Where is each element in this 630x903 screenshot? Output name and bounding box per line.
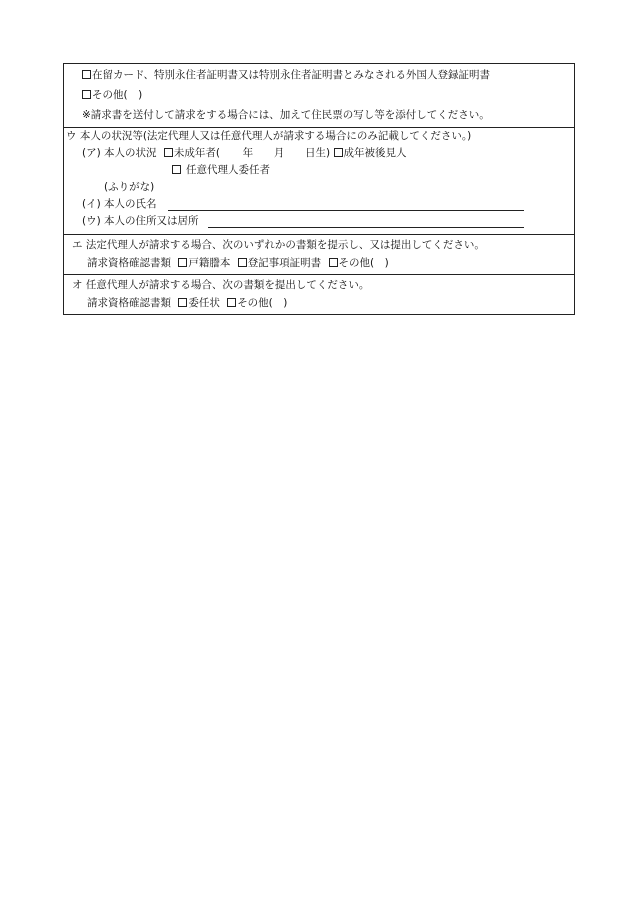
minor-label: 未成年者( [173, 147, 220, 159]
principal-address-label: (ウ) 本人の住所又は居所 [82, 215, 199, 227]
section-e-docs-row [64, 254, 574, 272]
power-of-attorney-label: 委任状 [188, 297, 220, 309]
principal-name-label: (イ) 本人の氏名 [82, 198, 157, 210]
principal-delegate-label: 任意代理人委任者 [186, 164, 270, 176]
birth-month-label: 月 [273, 147, 285, 159]
family-register-label: 戸籍謄本 [188, 257, 231, 269]
section-u-heading: ウ 本人の状況等(法定代理人又は任意代理人が請求する場合にのみ記載してください。) [66, 130, 472, 142]
section-o-heading-row [64, 276, 574, 294]
request-form-continuation [63, 63, 575, 315]
section-e-heading: エ 法定代理人が請求する場合、次のいずれかの書類を提示し、又は提出してください。 [72, 239, 485, 251]
registry-cert-label: 登記事項証明書 [247, 257, 322, 269]
section-o-docs-row [64, 294, 574, 312]
furigana-row [64, 179, 574, 196]
power-of-attorney-checkbox[interactable] [178, 298, 187, 307]
id-other-label: その他( ) [92, 89, 143, 101]
principal-address-row [64, 213, 574, 230]
mail-note-row [64, 105, 574, 125]
id-other-checkbox[interactable] [82, 90, 91, 99]
section-o-voluntary-representative [64, 275, 574, 314]
status-label: (ア) 本人の状況 [82, 147, 157, 159]
adult-ward-label: 成年被後見人 [343, 147, 407, 159]
residence-card-checkbox[interactable] [82, 70, 91, 79]
principal-delegate-checkbox[interactable] [172, 165, 181, 174]
section-u-principal-status [64, 128, 574, 235]
legal-other-checkbox[interactable] [329, 258, 338, 267]
section-e-docs-label: 請求資格確認書類 [87, 257, 171, 269]
status-row [64, 145, 574, 162]
section-e-heading-row [64, 236, 574, 254]
principal-name-row [64, 196, 574, 213]
birth-day-label: 日生) [305, 147, 331, 159]
principal-name-field[interactable] [168, 210, 524, 211]
adult-ward-checkbox[interactable] [334, 148, 343, 157]
voluntary-other-checkbox[interactable] [227, 298, 236, 307]
mail-note: ※請求書を送付して請求をする場合には、加えて住民票の写し等を添付してください。 [82, 109, 490, 121]
minor-checkbox[interactable] [164, 148, 173, 157]
registry-cert-checkbox[interactable] [238, 258, 247, 267]
family-register-checkbox[interactable] [178, 258, 187, 267]
furigana-label: (ふりがな) [104, 181, 155, 193]
residence-card-label: 在留カード、特別永住者証明書又は特別永住者証明書とみなされる外国人登録証明書 [92, 69, 491, 81]
section-e-legal-representative [64, 235, 574, 275]
legal-other-label: その他( ) [338, 257, 389, 269]
birth-year-label: 年 [242, 147, 254, 159]
section-u-heading-row [64, 128, 574, 145]
principal-address-field[interactable] [208, 227, 524, 228]
voluntary-other-label: その他( ) [237, 297, 288, 309]
id-other-row [64, 85, 574, 105]
residence-card-row [64, 65, 574, 85]
delegate-row [64, 162, 574, 179]
section-o-heading: オ 任意代理人が請求する場合、次の書類を提出してください。 [72, 279, 370, 291]
section-o-docs-label: 請求資格確認書類 [87, 297, 171, 309]
section-identity-documents [64, 64, 574, 128]
